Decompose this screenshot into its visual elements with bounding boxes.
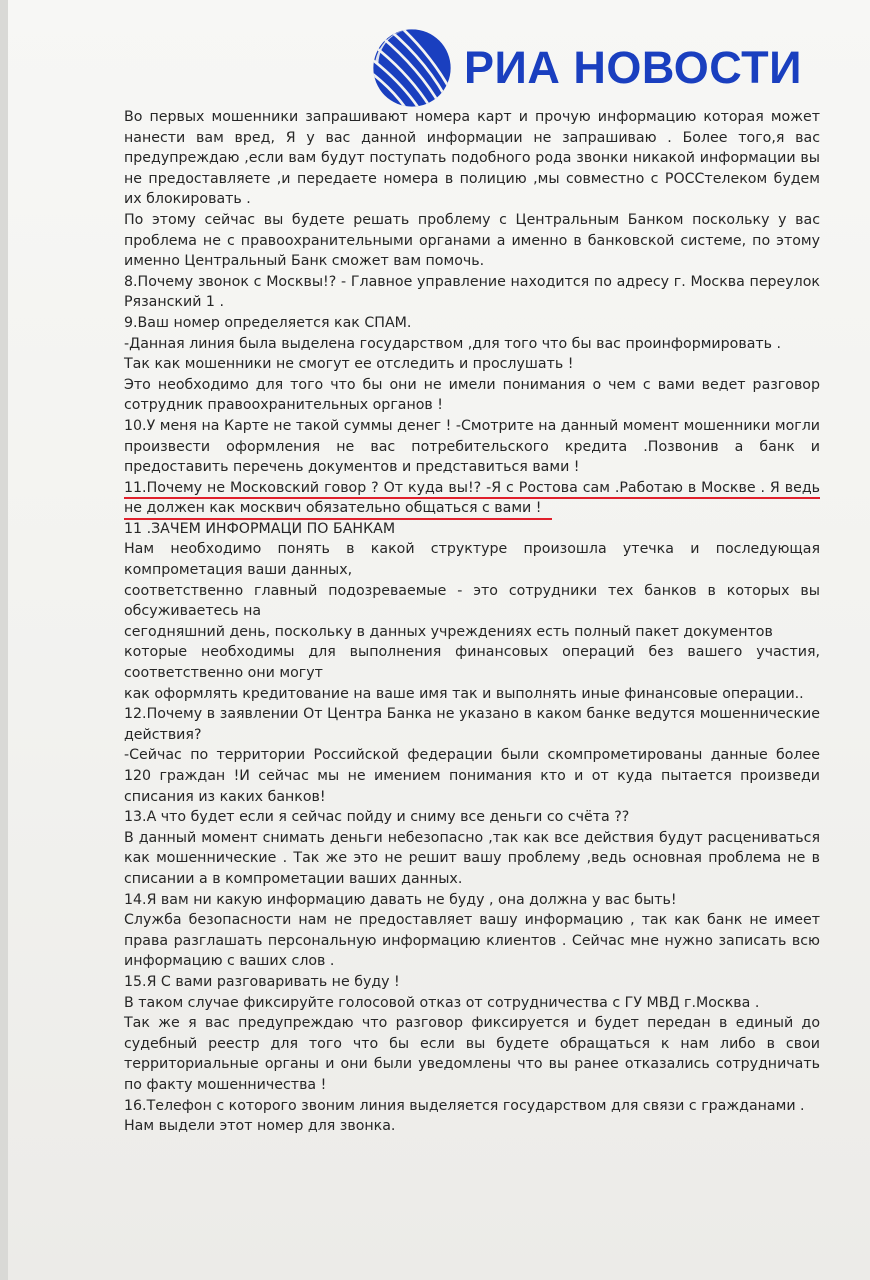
paragraph-banks-4: которые необходимы для выполнения финансовых операций без вашего участия, соответственно они могут [124,644,820,682]
paragraph-banks-5: как оформлять кредитование на ваше имя так и выполнять иные финансовые операции.. [124,685,804,702]
paragraph-q16: 16.Телефон с которого звоним линия выделяется государством для связи с гражданами . [124,1097,805,1114]
paragraph-a14: Служба безопасности нам не предоставляет вашу информацию , так как банк не имеет права разглашать персональную информацию клиентов . Сейчас мне нужно записать всю информацию с ваших слов . [124,912,820,970]
paragraph-a16: Нам выдели этот номер для звонка. [124,1118,396,1135]
paragraph-a9-tracking: Так как мошенники не смогут ее отследить и прослушать ! [124,356,574,373]
ria-novosti-logo [370,28,802,108]
paragraph-central-bank: По этому сейчас вы будете решать проблему с Центральным Банком поскольку у вас проблема не с правоохранительными органами а именно в банковской системе, по этому именно Центральный Банк сможет вам помочь. [124,211,820,270]
document-body [124,107,820,1137]
paragraph-a15-warning: Так же я вас предупреждаю что разговор фиксируется и будет передан в единый до судебный реестр для того что бы если вы будете обращаться к нам либо в свои территориальные органы и они были уведомлены что вы ранее отказались сотрудничать по факту мошенничества ! [124,1015,820,1093]
paragraph-q12: 12.Почему в заявлении От Центра Банка не указано в каком банке ведутся мошеннические действия? [124,706,820,743]
paragraph-heading-banks: 11 .ЗАЧЕМ ИНФОРМАЦИ ПО БАНКАМ [124,520,396,537]
paragraph-banks-1: Нам необходимо понять в какой структуре произошла утечка и последующая компрометация ваши данных, [124,541,820,579]
paragraph-banks-3: сегодняшний день, поскольку в данных учреждениях есть полный пакет документов [124,623,773,640]
paragraph-a13: В данный момент снимать деньги небезопасно ,так как все действия будут расцениваться как мошеннические . Так же это не решит вашу проблему ,ведь основная проблема не в списании а в компрометации ваших данных. [124,829,820,887]
paragraph-a12: -Сейчас по территории Российской федерации были скомпрометированы данные более 120 граждан !И сейчас мы не имением понимания кто и от куда пытается произведи списания из каких банков! [124,747,820,805]
paragraph-q8: 8.Почему звонок с Москвы!? - Главное управление находится по адресу г. Москва переулок Рязанский 1 . [124,273,820,311]
highlighted-text: 11.Почему не Московский говор ? От куда вы!? -Я с Ростова сам .Работаю в Москве . Я ведь не должен как москвич обязательно общаться с вами ! [124,479,820,517]
red-underline-2 [124,518,552,520]
ria-globe-icon [370,26,454,110]
paragraph-q15: 15.Я С вами разговаривать не буду ! [124,973,400,990]
paragraph-intro: Во первых мошенники запрашивают номера карт и прочую информацию которая может нанести вам вред, Я у вас данной информации не запрашиваю . Более того,я вас предупреждаю ,если вам будут поступать подобного рода звонки никакой информации вы не предоставляете ,и передаете номера в полицию ,мы совместно с РОССтелеком будем их блокировать . [124,109,820,208]
paragraph-q13: 13.А что будет если я сейчас пойду и сниму все деньги со счёта ?? [124,809,630,826]
paragraph-a9-line: -Данная линия была выделена государством ,для того что бы вас проинформировать . [124,335,782,352]
paragraph-banks-2: соответственно главный подозреваемые - это сотрудники тех банков в которых вы обсуживаетесь на [124,582,820,620]
paragraph-q9: 9.Ваш номер определяется как СПАМ. [124,314,412,331]
red-underline-1 [124,497,820,499]
logo-title: РИА НОВОСТИ [464,42,802,93]
paragraph-a15-refusal: В таком случае фиксируйте голосовой отказ от сотрудничества с ГУ МВД г.Москва . [124,994,760,1011]
paragraph-q10: 10.У меня на Карте не такой суммы денег ! -Смотрите на данный момент мошенники могли произвести оформления не вас потребительского кредита .Позвонив а банк и предоставить перечень документов и представиться вами ! [124,417,820,476]
paragraph-q11-highlighted [124,478,820,519]
paragraph-a9-purpose: Это необходимо для того что бы они не имели понимания о чем с вами ведет разговор сотрудник правоохранительных органов ! [124,376,820,414]
paragraph-q14: 14.Я вам ни какую информацию давать не буду , она должна у вас быть! [124,891,677,908]
